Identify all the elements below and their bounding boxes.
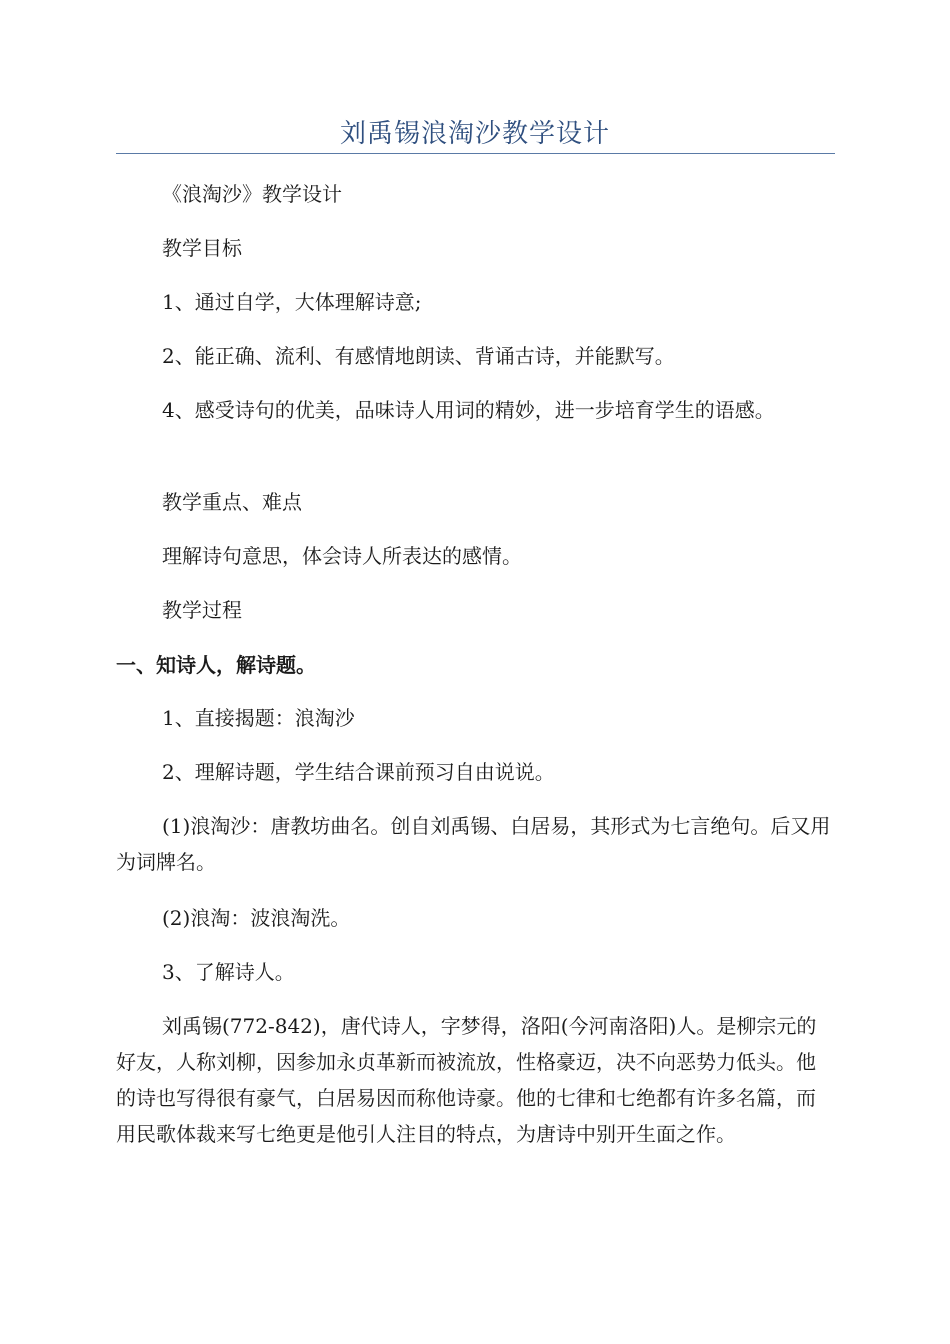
section-heading-process: 教学过程 — [162, 598, 242, 622]
paragraph-note-1: (1)浪淘沙：唐教坊曲名。创自刘禹锡、白居易，其形式为七言绝句。后又用为词牌名。 — [116, 814, 831, 874]
title-underline — [116, 153, 835, 154]
paragraph-objective-2: 2、能正确、流利、有感情地朗读、背诵古诗，并能默写。 — [162, 344, 675, 368]
paragraph-step-3: 3、了解诗人。 — [162, 960, 295, 984]
paragraph-objective-4: 4、感受诗句的优美，品味诗人用词的精妙，进一步培育学生的语感。 — [162, 398, 775, 422]
section-heading-part-one: 一、知诗人，解诗题。 — [116, 653, 316, 677]
paragraph-step-1: 1、直接揭题：浪淘沙 — [162, 706, 355, 730]
paragraph-note-2: (2)浪淘：波浪淘洗。 — [162, 906, 351, 930]
section-heading-objectives: 教学目标 — [162, 236, 242, 260]
document-title: 刘禹锡浪淘沙教学设计 — [339, 119, 610, 149]
paragraph-poet-bio: 刘禹锡(772-842)，唐代诗人，字梦得，洛阳(今河南洛阳)人。是柳宗元的好友，人称刘柳，因参加永贞革新而被流放，性格豪迈，决不向恶势力低头。他的诗也写得很有豪气，白居易因而称他诗豪。他的七律和七绝都有许多名篇，而用民歌体裁来写七绝更是他引人注目的特点，为唐诗中别开生面之作。 — [116, 1014, 817, 1146]
section-heading-key-points: 教学重点、难点 — [162, 490, 302, 514]
paragraph-subtitle: 《浪淘沙》教学设计 — [162, 182, 342, 206]
paragraph-objective-1: 1、通过自学，大体理解诗意; — [162, 290, 422, 314]
paragraph-step-2: 2、理解诗题，学生结合课前预习自由说说。 — [162, 760, 555, 784]
paragraph-key-points: 理解诗句意思，体会诗人所表达的感情。 — [162, 544, 522, 568]
